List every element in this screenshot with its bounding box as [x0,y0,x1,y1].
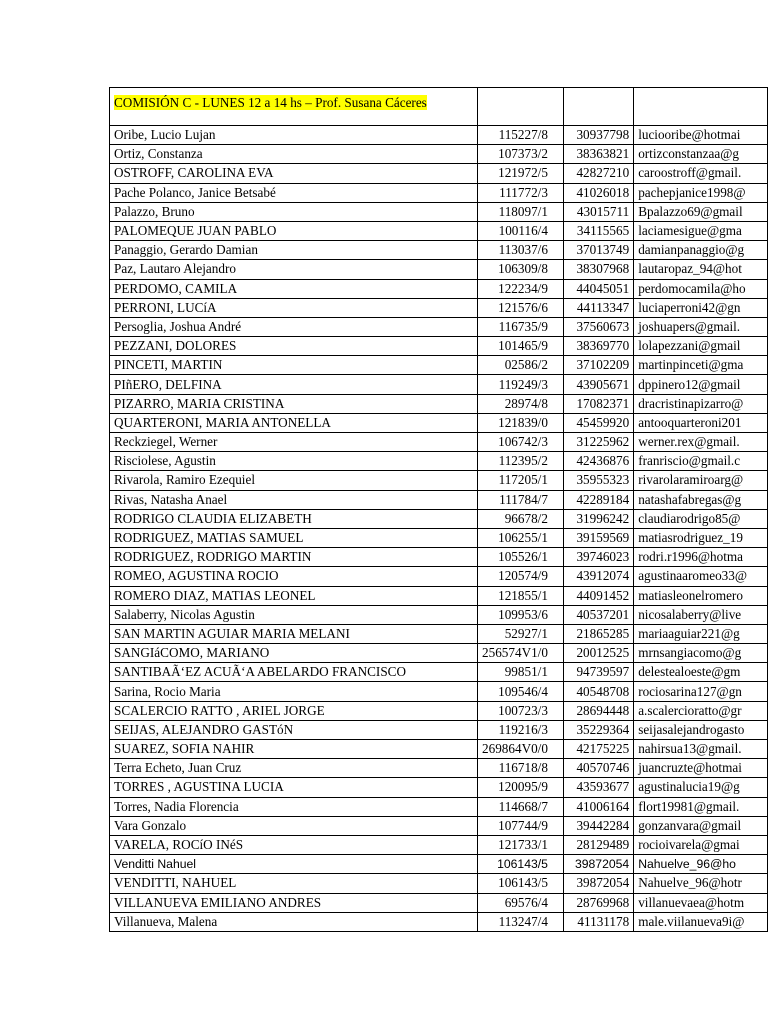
dni-cell: 31225962 [563,433,633,452]
email-cell: joshuapers@gmail. [634,317,768,336]
email-cell: pachepjanice1998@ [634,183,768,202]
legajo-cell: 107744/9 [477,816,563,835]
table-row [110,452,768,471]
table-row [110,433,768,452]
dni-cell: 41006164 [563,797,633,816]
email-cell: mrnsangiacomo@g [634,644,768,663]
email-cell: flort19981@gmail. [634,797,768,816]
table-row [110,394,768,413]
table-row [110,912,768,931]
table-row [110,528,768,547]
email-cell: nicosalaberry@live [634,605,768,624]
legajo-cell: 119216/3 [477,720,563,739]
table-row [110,413,768,432]
student-name-cell: PERRONI, LUCíA [110,298,478,317]
table-row [110,586,768,605]
table-row [110,720,768,739]
email-cell: Nahuelve_96@hotr [634,874,768,893]
legajo-cell: 113037/6 [477,241,563,260]
student-name-cell: Oribe, Lucio Lujan [110,126,478,145]
table-row [110,663,768,682]
email-cell: damianpanaggio@g [634,241,768,260]
dni-cell: 30937798 [563,126,633,145]
student-name-cell: Pache Polanco, Janice Betsabé [110,183,478,202]
email-cell: claudiarodrigo85@ [634,509,768,528]
student-name-cell: Reckziegel, Werner [110,433,478,452]
table-row [110,126,768,145]
legajo-cell: 106742/3 [477,433,563,452]
email-cell: male.viilanueva9i@ [634,912,768,931]
student-name-cell: ROMEO, AGUSTINA ROCIO [110,567,478,586]
email-cell: mariaaguiar221@g [634,624,768,643]
table-row [110,471,768,490]
dni-cell: 28769968 [563,893,633,912]
legajo-cell: 02586/2 [477,356,563,375]
email-cell: rociosarina127@gn [634,682,768,701]
email-cell: juancruzte@hotmai [634,759,768,778]
legajo-cell: 121576/6 [477,298,563,317]
legajo-cell: 117205/1 [477,471,563,490]
student-name-cell: SANGIáCOMO, MARIANO [110,644,478,663]
legajo-cell: 269864V0/0 [477,740,563,759]
dni-cell: 39872054 [563,874,633,893]
email-cell: agustinalucia19@g [634,778,768,797]
email-cell: a.scalercioratto@gr [634,701,768,720]
dni-cell: 42175225 [563,740,633,759]
email-cell: natashafabregas@g [634,490,768,509]
header-row [110,88,768,126]
email-cell: martinpinceti@gma [634,356,768,375]
email-cell: agustinaaromeo33@ [634,567,768,586]
header-empty-cell [634,88,768,126]
student-name-cell: Salaberry, Nicolas Agustin [110,605,478,624]
student-name-cell: VILLANUEVA EMILIANO ANDRES [110,893,478,912]
student-name-cell: Venditti Nahuel [110,855,478,874]
dni-cell: 38363821 [563,145,633,164]
table-row [110,241,768,260]
email-cell: lautaropaz_94@hot [634,260,768,279]
legajo-cell: 119249/3 [477,375,563,394]
student-name-cell: VENDITTI, NAHUEL [110,874,478,893]
table-row [110,740,768,759]
email-cell: werner.rex@gmail. [634,433,768,452]
email-cell: gonzanvara@gmail [634,816,768,835]
table-row [110,548,768,567]
legajo-cell: 106143/5 [477,874,563,893]
table-row [110,337,768,356]
dni-cell: 44045051 [563,279,633,298]
student-name-cell: SUAREZ, SOFIA NAHIR [110,740,478,759]
dni-cell: 17082371 [563,394,633,413]
dni-cell: 20012525 [563,644,633,663]
dni-cell: 42289184 [563,490,633,509]
dni-cell: 35229364 [563,720,633,739]
email-cell: franriscio@gmail.c [634,452,768,471]
legajo-cell: 122234/9 [477,279,563,298]
student-name-cell: Risciolese, Agustin [110,452,478,471]
student-name-cell: ROMERO DIAZ, MATIAS LEONEL [110,586,478,605]
legajo-cell: 109953/6 [477,605,563,624]
table-row [110,183,768,202]
table-row [110,509,768,528]
legajo-cell: 120095/9 [477,778,563,797]
table-row [110,797,768,816]
student-name-cell: PALOMEQUE JUAN PABLO [110,221,478,240]
legajo-cell: 69576/4 [477,893,563,912]
student-name-cell: PERDOMO, CAMILA [110,279,478,298]
dni-cell: 21865285 [563,624,633,643]
legajo-cell: 118097/1 [477,202,563,221]
dni-cell: 37560673 [563,317,633,336]
student-name-cell: Terra Echeto, Juan Cruz [110,759,478,778]
student-name-cell: RODRIGO CLAUDIA ELIZABETH [110,509,478,528]
table-row [110,682,768,701]
table-row [110,356,768,375]
legajo-cell: 121972/5 [477,164,563,183]
table-row [110,893,768,912]
student-name-cell: Rivarola, Ramiro Ezequiel [110,471,478,490]
student-name-cell: SCALERCIO RATTO , ARIEL JORGE [110,701,478,720]
student-name-cell: RODRIGUEZ, RODRIGO MARTIN [110,548,478,567]
legajo-cell: 121855/1 [477,586,563,605]
dni-cell: 43015711 [563,202,633,221]
student-name-cell: PEZZANI, DOLORES [110,337,478,356]
header-empty-cell [477,88,563,126]
legajo-cell: 106143/5 [477,855,563,874]
legajo-cell: 52927/1 [477,624,563,643]
table-row [110,145,768,164]
student-name-cell: PINCETI, MARTIN [110,356,478,375]
legajo-cell: 109546/4 [477,682,563,701]
table-row [110,701,768,720]
table-row [110,202,768,221]
email-cell: matiasrodriguez_19 [634,528,768,547]
legajo-cell: 121839/0 [477,413,563,432]
student-name-cell: Vara Gonzalo [110,816,478,835]
legajo-cell: 111784/7 [477,490,563,509]
table-row [110,644,768,663]
commission-title: COMISIÓN C - LUNES 12 a 14 hs – Prof. Susana Cáceres [114,95,427,110]
table-row [110,624,768,643]
email-cell: seijasalejandrogasto [634,720,768,739]
table-row [110,816,768,835]
email-cell: antooquarteroni201 [634,413,768,432]
legajo-cell: 112395/2 [477,452,563,471]
dni-cell: 40570746 [563,759,633,778]
dni-cell: 38307968 [563,260,633,279]
table-row [110,759,768,778]
legajo-cell: 96678/2 [477,509,563,528]
email-cell: Nahuelve_96@ho [634,855,768,874]
legajo-cell: 106309/8 [477,260,563,279]
legajo-cell: 116735/9 [477,317,563,336]
legajo-cell: 107373/2 [477,145,563,164]
student-name-cell: Palazzo, Bruno [110,202,478,221]
dni-cell: 37013749 [563,241,633,260]
email-cell: ortizconstanzaa@g [634,145,768,164]
email-cell: rocioivarela@gmai [634,835,768,854]
dni-cell: 42827210 [563,164,633,183]
table-row [110,317,768,336]
email-cell: Bpalazzo69@gmail [634,202,768,221]
legajo-cell: 116718/8 [477,759,563,778]
legajo-cell: 113247/4 [477,912,563,931]
dni-cell: 28129489 [563,835,633,854]
dni-cell: 43912074 [563,567,633,586]
table-row [110,375,768,394]
email-cell: matiasleonelromero [634,586,768,605]
dni-cell: 39442284 [563,816,633,835]
dni-cell: 31996242 [563,509,633,528]
table-row [110,567,768,586]
legajo-cell: 120574/9 [477,567,563,586]
student-name-cell: Ortiz, Constanza [110,145,478,164]
table-row [110,778,768,797]
dni-cell: 35955323 [563,471,633,490]
dni-cell: 43905671 [563,375,633,394]
legajo-cell: 99851/1 [477,663,563,682]
table-row [110,835,768,854]
student-name-cell: PIñERO, DELFINA [110,375,478,394]
email-cell: rodri.r1996@hotma [634,548,768,567]
dni-cell: 43593677 [563,778,633,797]
email-cell: delestealoeste@gm [634,663,768,682]
legajo-cell: 100723/3 [477,701,563,720]
dni-cell: 40537201 [563,605,633,624]
dni-cell: 40548708 [563,682,633,701]
student-name-cell: PIZARRO, MARIA CRISTINA [110,394,478,413]
table-row [110,490,768,509]
email-cell: caroostroff@gmail. [634,164,768,183]
student-name-cell: QUARTERONI, MARIA ANTONELLA [110,413,478,432]
email-cell: lolapezzani@gmail [634,337,768,356]
student-name-cell: Persoglia, Joshua André [110,317,478,336]
legajo-cell: 256574V1/0 [477,644,563,663]
student-name-cell: Villanueva, Malena [110,912,478,931]
student-name-cell: VARELA, ROCíO INéS [110,835,478,854]
header-empty-cell [563,88,633,126]
email-cell: villanuevaea@hotm [634,893,768,912]
email-cell: luciaperroni42@gn [634,298,768,317]
table-row [110,855,768,874]
dni-cell: 41026018 [563,183,633,202]
dni-cell: 34115565 [563,221,633,240]
legajo-cell: 28974/8 [477,394,563,413]
dni-cell: 45459920 [563,413,633,432]
legajo-cell: 101465/9 [477,337,563,356]
email-cell: dppinero12@gmail [634,375,768,394]
student-name-cell: SEIJAS, ALEJANDRO GASTóN [110,720,478,739]
dni-cell: 44091452 [563,586,633,605]
email-cell: dracristinapizarro@ [634,394,768,413]
legajo-cell: 114668/7 [477,797,563,816]
dni-cell: 41131178 [563,912,633,931]
student-list-table [109,87,768,932]
dni-cell: 94739597 [563,663,633,682]
student-name-cell: Torres, Nadia Florencia [110,797,478,816]
student-name-cell: Rivas, Natasha Anael [110,490,478,509]
dni-cell: 39746023 [563,548,633,567]
student-name-cell: OSTROFF, CAROLINA EVA [110,164,478,183]
table-row [110,164,768,183]
dni-cell: 39159569 [563,528,633,547]
email-cell: perdomocamila@ho [634,279,768,298]
student-name-cell: TORRES , AGUSTINA LUCIA [110,778,478,797]
table-row [110,298,768,317]
legajo-cell: 111772/3 [477,183,563,202]
legajo-cell: 121733/1 [477,835,563,854]
student-name-cell: Panaggio, Gerardo Damian [110,241,478,260]
table-row [110,605,768,624]
dni-cell: 44113347 [563,298,633,317]
student-name-cell: SAN MARTIN AGUIAR MARIA MELANI [110,624,478,643]
email-cell: luciooribe@hotmai [634,126,768,145]
legajo-cell: 115227/8 [477,126,563,145]
dni-cell: 38369770 [563,337,633,356]
table-row [110,874,768,893]
dni-cell: 39872054 [563,855,633,874]
email-cell: laciamesigue@gma [634,221,768,240]
legajo-cell: 106255/1 [477,528,563,547]
legajo-cell: 105526/1 [477,548,563,567]
student-name-cell: RODRIGUEZ, MATIAS SAMUEL [110,528,478,547]
table-row [110,221,768,240]
student-name-cell: Sarina, Rocio Maria [110,682,478,701]
email-cell: rivarolaramiroarg@ [634,471,768,490]
table-row [110,279,768,298]
commission-title-cell [110,88,478,126]
student-name-cell: Paz, Lautaro Alejandro [110,260,478,279]
dni-cell: 28694448 [563,701,633,720]
legajo-cell: 100116/4 [477,221,563,240]
table-row [110,260,768,279]
dni-cell: 42436876 [563,452,633,471]
email-cell: nahirsua13@gmail. [634,740,768,759]
student-name-cell: SANTIBAÃ‘EZ ACUÃ‘A ABELARDO FRANCISCO [110,663,478,682]
dni-cell: 37102209 [563,356,633,375]
